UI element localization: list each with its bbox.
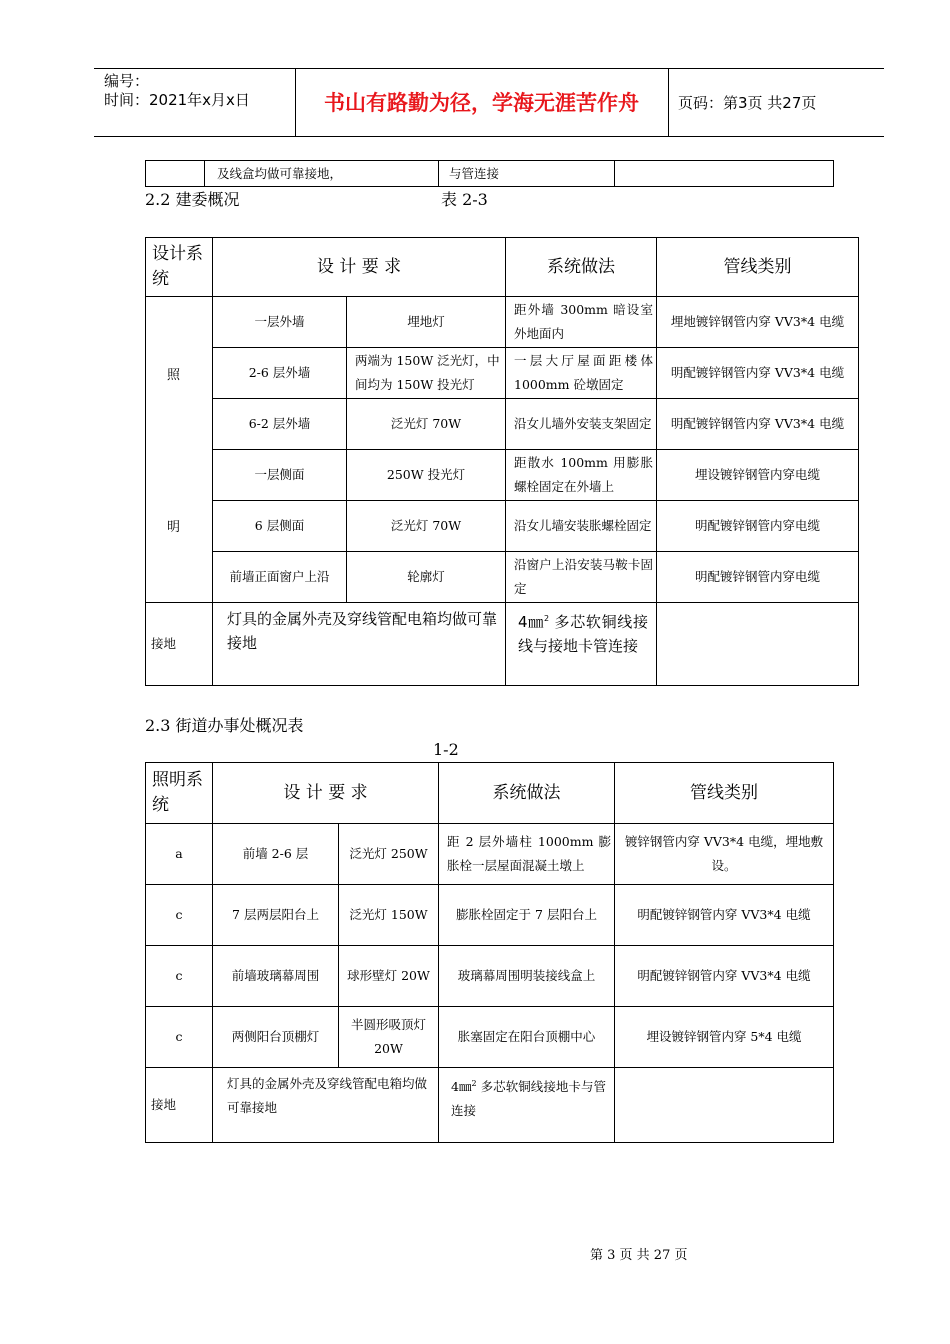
fragment-cell: 与管连接 xyxy=(439,161,615,187)
ground-pipe xyxy=(657,603,859,686)
system-cell: a xyxy=(146,824,213,885)
location-cell: 前墙 2-6 层 xyxy=(213,824,339,885)
section-2-2-title: 2.2 建委概况 xyxy=(145,190,240,209)
method-cell: 沿女儿墙安装胀螺栓固定 xyxy=(506,501,657,552)
fixture-cell: 泛光灯 70W xyxy=(347,501,506,552)
header-design-requirement: 设 计 要 求 xyxy=(213,763,439,824)
fixture-cell: 泛光灯 250W xyxy=(339,824,439,885)
system-cell: c xyxy=(146,1007,213,1068)
pipe-cell: 明配镀锌钢管内穿 VV3*4 电缆 xyxy=(657,399,859,450)
ground-method-prefix: 4㎜ xyxy=(518,613,544,631)
location-cell: 2-6 层外墙 xyxy=(213,348,347,399)
fragment-cell: 及线盒均做可靠接地， xyxy=(205,161,439,187)
method-cell: 距外墙 300mm 暗设室外地面内 xyxy=(506,297,657,348)
ground-method-rest: 多芯软铜线接地卡与管连接 xyxy=(451,1079,606,1119)
pipe-cell: 明配镀锌钢管内穿电缆 xyxy=(657,552,859,603)
ground-label: 接地 xyxy=(146,1068,213,1143)
fixture-cell: 泛光灯 150W xyxy=(339,885,439,946)
system-char: 明 xyxy=(167,520,181,535)
location-cell: 一层外墙 xyxy=(213,297,347,348)
header-design-system: 设计系统 xyxy=(146,238,213,297)
method-cell: 玻璃幕周围明装接线盒上 xyxy=(439,946,615,1007)
method-cell: 一层大厅屋面距楼体 1000mm 砼墩固定 xyxy=(506,348,657,399)
ground-method-sup: 2 xyxy=(543,614,550,623)
header-system-method: 系统做法 xyxy=(439,763,615,824)
method-cell: 距 2 层外墙柱 1000mm 膨胀栓一层屋面混凝土墩上 xyxy=(439,824,615,885)
fixture-cell: 埋地灯 xyxy=(347,297,506,348)
ground-method-prefix: 4㎜ xyxy=(451,1079,472,1095)
document-number-label: 编号： xyxy=(104,72,150,90)
header-pipe-type: 管线类别 xyxy=(657,238,859,297)
pipe-cell: 明配镀锌钢管内穿电缆 xyxy=(657,501,859,552)
method-cell: 膨胀栓固定于 7 层阳台上 xyxy=(439,885,615,946)
method-cell: 沿窗户上沿安装马鞍卡固定 xyxy=(506,552,657,603)
location-cell: 前墙玻璃幕周围 xyxy=(213,946,339,1007)
method-cell: 沿女儿墙外安装支架固定 xyxy=(506,399,657,450)
continued-table-fragment xyxy=(145,160,834,187)
ground-method xyxy=(506,603,657,686)
system-char: 照 xyxy=(167,368,181,383)
ground-requirement: 灯具的金属外壳及穿线管配电箱均做可靠接地 xyxy=(213,1068,439,1143)
ground-pipe xyxy=(615,1068,834,1143)
location-cell: 前墙正面窗户上沿 xyxy=(213,552,347,603)
pipe-cell: 埋设镀锌钢管内穿电缆 xyxy=(657,450,859,501)
ground-method xyxy=(439,1068,615,1143)
header-lighting-system: 照明系统 xyxy=(146,763,213,824)
location-cell: 两侧阳台顶棚灯 xyxy=(213,1007,339,1068)
fragment-cell xyxy=(615,161,834,187)
pipe-cell: 明配镀锌钢管内穿 VV3*4 电缆 xyxy=(657,348,859,399)
fixture-cell: 250W 投光灯 xyxy=(347,450,506,501)
pipe-cell: 埋设镀锌钢管内穿 5*4 电缆 xyxy=(615,1007,834,1068)
fixture-cell: 泛光灯 70W xyxy=(347,399,506,450)
header-bottom-rule xyxy=(94,136,884,137)
ground-requirement: 灯具的金属外壳及穿线管配电箱均做可靠接地 xyxy=(213,603,506,686)
fixture-cell: 半圆形吸顶灯 20W xyxy=(339,1007,439,1068)
section-2-3-table-label: 1-2 xyxy=(433,740,459,759)
header-system-method: 系统做法 xyxy=(506,238,657,297)
footer-page-number: 第 3 页 共 27 页 xyxy=(590,1248,688,1263)
header-motto: 书山有路勤为径，学海无涯苦作舟 xyxy=(324,91,639,115)
street-office-table xyxy=(145,762,834,1143)
section-2-3-title: 2.3 街道办事处概况表 xyxy=(145,716,304,735)
header-design-requirement: 设 计 要 求 xyxy=(213,238,506,297)
pipe-cell: 镀锌钢管内穿 VV3*4 电缆，埋地敷设。 xyxy=(615,824,834,885)
header-page-label: 页码：第3页 共27页 xyxy=(678,94,817,112)
system-cell: c xyxy=(146,946,213,1007)
method-cell: 距散水 100mm 用膨胀螺栓固定在外墙上 xyxy=(506,450,657,501)
fixture-cell: 球形壁灯 20W xyxy=(339,946,439,1007)
pipe-cell: 明配镀锌钢管内穿 VV3*4 电缆 xyxy=(615,885,834,946)
location-cell: 6-2 层外墙 xyxy=(213,399,347,450)
header-pipe-type: 管线类别 xyxy=(615,763,834,824)
pipe-cell: 埋地镀锌钢管内穿 VV3*4 电缆 xyxy=(657,297,859,348)
ground-method-rest: 多芯软铜线接线与接地卡管连接 xyxy=(518,613,648,655)
lighting-system-cell xyxy=(146,297,213,603)
ground-label: 接地 xyxy=(146,603,213,686)
section-2-2-table-label: 表 2-3 xyxy=(441,190,488,209)
pipe-cell: 明配镀锌钢管内穿 VV3*4 电缆 xyxy=(615,946,834,1007)
system-cell: c xyxy=(146,885,213,946)
fragment-cell xyxy=(146,161,205,187)
ground-method-sup: 2 xyxy=(471,1079,477,1088)
location-cell: 7 层两层阳台上 xyxy=(213,885,339,946)
fixture-cell: 两端为 150W 泛光灯，中间均为 150W 投光灯 xyxy=(347,348,506,399)
document-time-label: 时间：2021年x月x日 xyxy=(104,91,250,109)
location-cell: 6 层侧面 xyxy=(213,501,347,552)
header-divider-right xyxy=(668,68,669,136)
fixture-cell: 轮廓灯 xyxy=(347,552,506,603)
construction-committee-table xyxy=(145,237,859,686)
location-cell: 一层侧面 xyxy=(213,450,347,501)
method-cell: 胀塞固定在阳台顶棚中心 xyxy=(439,1007,615,1068)
